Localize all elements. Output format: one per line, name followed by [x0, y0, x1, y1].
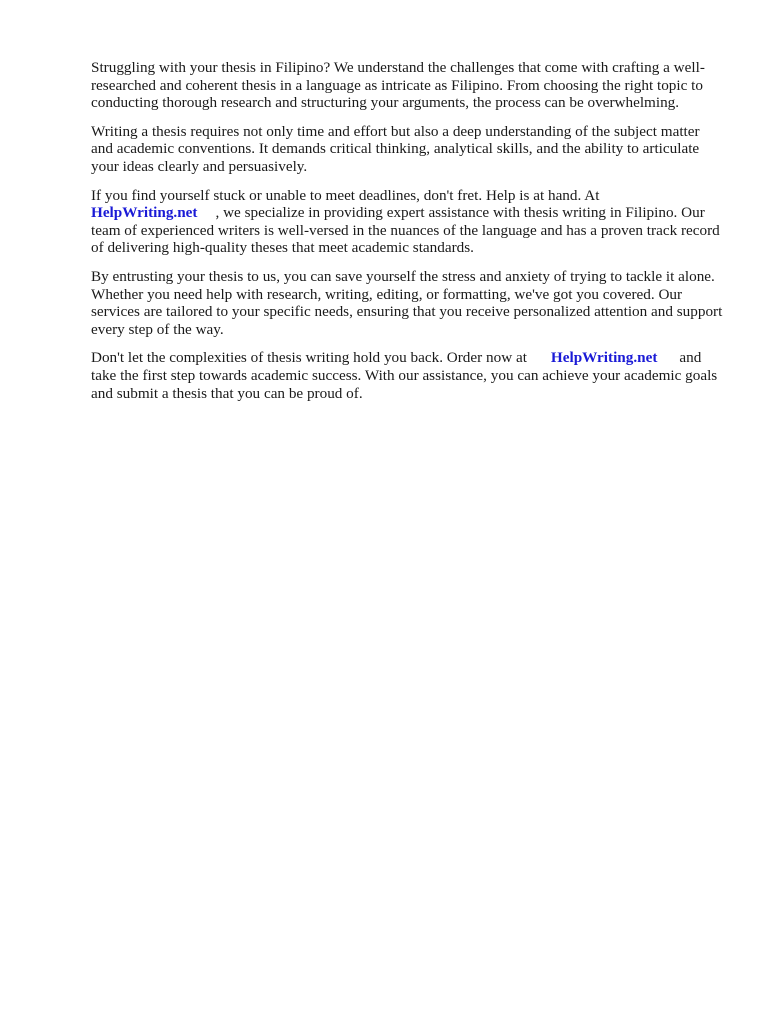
paragraph-help-text-after: , we specialize in providing expert assistance with thesis writing in Filipino. Our team of experienced writers is well-versed in the nuances of the language and has a proven track record of delivering high-quality theses that meet academic standards.	[91, 204, 720, 257]
paragraph-entrusting: By entrusting your thesis to us, you can save yourself the stress and anxiety of trying to tackle it alone. Whether you need help with research, writing, editing, or formatting, we've got you covered. Our services are tailored to your specific needs, ensuring that you receive personalized attention and support every step of the way.	[91, 267, 723, 338]
helpwriting-link-order[interactable]: HelpWriting.net	[550, 349, 658, 367]
paragraph-order-text-before: Don't let the complexities of thesis writing hold you back. Order now at	[91, 349, 527, 367]
paragraph-help	[91, 187, 723, 257]
document-body	[91, 59, 723, 413]
paragraph-order	[91, 349, 723, 402]
paragraph-intro: Struggling with your thesis in Filipino? We understand the challenges that come with crafting a well-researched and coherent thesis in a language as intricate as Filipino. From choosing the right topic to conducting thorough research and structuring your arguments, the process can be overwhelming.	[91, 59, 705, 112]
paragraph-order-text-after: take the first step towards academic success. With our assistance, you can achieve your academic goals and submit a thesis that you can be proud of.	[91, 366, 718, 402]
paragraph-help-text-before: If you find yourself stuck or unable to meet deadlines, don't fret. Help is at hand. At	[91, 186, 600, 204]
helpwriting-link[interactable]: HelpWriting.net	[91, 204, 198, 222]
paragraph-requirements: Writing a thesis requires not only time and effort but also a deep understanding of the subject matter and academic conventions. It demands critical thinking, analytical skills, and the ability to articulate your ideas clearly and persuasively.	[91, 122, 700, 175]
paragraph-order-and: and	[679, 349, 702, 367]
